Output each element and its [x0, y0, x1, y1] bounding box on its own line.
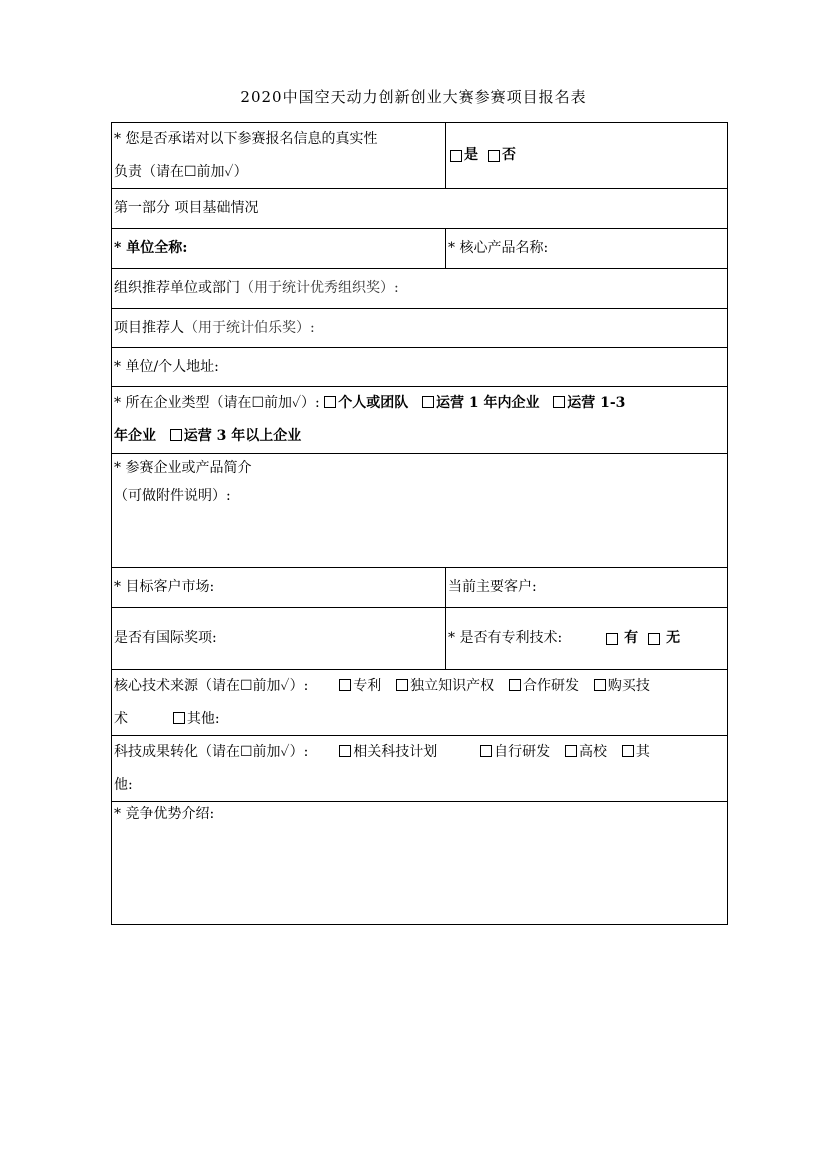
enterprise-type-line1 — [114, 387, 727, 420]
option-patent-source: 专利 — [353, 678, 382, 694]
option-self-rd: 自行研发 — [494, 744, 551, 760]
option-individual-team: 个人或团队 — [338, 395, 409, 411]
checkbox-within-1-year[interactable] — [422, 396, 434, 408]
checkbox-1-3-years[interactable] — [553, 396, 565, 408]
option-1-3-years-cont: 年企业 — [114, 428, 156, 444]
commitment-options — [446, 123, 727, 188]
project-recommender-row — [112, 309, 727, 348]
intro-label-line2: （可做附件说明）: — [114, 488, 231, 504]
intl-award-field[interactable]: 是否有国际奖项: — [112, 608, 446, 669]
award-patent-row — [112, 608, 727, 670]
commitment-label — [112, 123, 446, 188]
commitment-row — [112, 123, 727, 189]
checkbox-transfer-other[interactable] — [622, 745, 634, 757]
intro-field[interactable] — [112, 454, 727, 567]
option-transfer-other-cont: 他: — [114, 777, 133, 793]
checkbox-patent-yes[interactable] — [606, 633, 618, 645]
checkbox-joint-rd[interactable] — [509, 679, 521, 691]
enterprise-type-label: * 所在企业类型（请在☐前加✓）: — [114, 395, 320, 411]
advantage-row — [112, 802, 727, 924]
tech-transfer-row — [112, 736, 727, 802]
tech-source-line2 — [114, 703, 727, 736]
unit-name-field[interactable]: * 单位全称: — [112, 229, 446, 268]
option-tech-other: 其他: — [186, 711, 220, 727]
option-sci-plan: 相关科技计划 — [353, 744, 438, 760]
page-title: 2020中国空天动力创新创业大赛参赛项目报名表 — [240, 88, 587, 106]
intro-label-line1: * 参赛企业或产品简介 — [114, 460, 252, 476]
option-no-label: 否 — [502, 147, 516, 163]
option-within-1-year: 运营 1 年内企业 — [435, 395, 540, 411]
commitment-label-line2: 负责（请在☐前加✓） — [114, 164, 248, 180]
address-row — [112, 348, 727, 387]
checkbox-patent-source[interactable] — [339, 679, 351, 691]
core-product-field[interactable]: * 核心产品名称: — [448, 240, 549, 256]
address-field[interactable]: * 单位/个人地址: — [114, 358, 219, 375]
enterprise-type-row — [112, 387, 727, 454]
option-independent-ip: 独立知识产权 — [410, 678, 495, 694]
checkbox-purchase-tech[interactable] — [594, 679, 606, 691]
market-customers-row — [112, 568, 727, 608]
org-recommend-field[interactable] — [112, 269, 727, 308]
org-recommend-note: （用于统计优秀组织奖）: — [240, 280, 399, 296]
option-purchase-tech-cont: 术 — [114, 711, 128, 727]
option-transfer-other: 其 — [635, 744, 650, 760]
checkbox-sci-plan[interactable] — [339, 745, 351, 757]
project-recommender-field[interactable] — [112, 309, 727, 347]
enterprise-type-field — [112, 387, 727, 453]
checkbox-over-3-years[interactable] — [170, 429, 182, 441]
section-part1-title: 第一部分 项目基础情况 — [114, 200, 259, 216]
option-over-3-years: 运营 3 年以上企业 — [183, 428, 302, 444]
section-part1-row — [112, 189, 727, 229]
checkbox-patent-no[interactable] — [648, 633, 660, 645]
tech-source-label: 核心技术来源（请在☐前加✓）: — [114, 678, 309, 694]
patent-field — [446, 608, 727, 669]
checkbox-yes[interactable] — [450, 150, 462, 162]
intro-row — [112, 454, 727, 568]
tech-source-row — [112, 670, 727, 736]
checkbox-independent-ip[interactable] — [396, 679, 408, 691]
unit-product-row — [112, 229, 727, 269]
advantage-field[interactable]: * 竞争优势介绍: — [114, 806, 215, 822]
patent-label: * 是否有专利技术: — [448, 630, 563, 646]
project-recommender-note: （用于统计伯乐奖）: — [184, 319, 315, 336]
tech-source-field — [112, 670, 727, 735]
option-joint-rd: 合作研发 — [523, 678, 580, 694]
option-university: 高校 — [579, 744, 608, 760]
checkbox-self-rd[interactable] — [480, 745, 492, 757]
project-recommender-label: 项目推荐人 — [114, 319, 184, 336]
current-customers-field[interactable]: 当前主要客户: — [448, 579, 537, 595]
tech-transfer-label: 科技成果转化（请在☐前加✓）: — [114, 744, 309, 760]
enterprise-type-line2 — [114, 420, 727, 453]
registration-form — [111, 122, 728, 925]
target-market-field[interactable]: * 目标客户市场: — [112, 568, 446, 607]
checkbox-university[interactable] — [565, 745, 577, 757]
commitment-label-line1: * 您是否承诺对以下参赛报名信息的真实性 — [114, 131, 378, 147]
option-1-3-years: 运营 1-3 — [567, 395, 626, 411]
patent-no-label: 无 — [666, 630, 681, 646]
option-yes-label: 是 — [464, 147, 478, 163]
org-recommend-label: 组织推荐单位或部门 — [114, 280, 240, 296]
tech-transfer-line1 — [114, 736, 727, 769]
checkbox-no[interactable] — [488, 150, 500, 162]
option-purchase-tech: 购买技 — [607, 678, 650, 694]
tech-source-line1 — [114, 670, 727, 703]
tech-transfer-field — [112, 736, 727, 801]
checkbox-individual-team[interactable] — [324, 396, 336, 408]
checkbox-tech-other[interactable] — [173, 712, 185, 724]
patent-yes-label: 有 — [624, 630, 639, 646]
org-recommend-row — [112, 269, 727, 309]
